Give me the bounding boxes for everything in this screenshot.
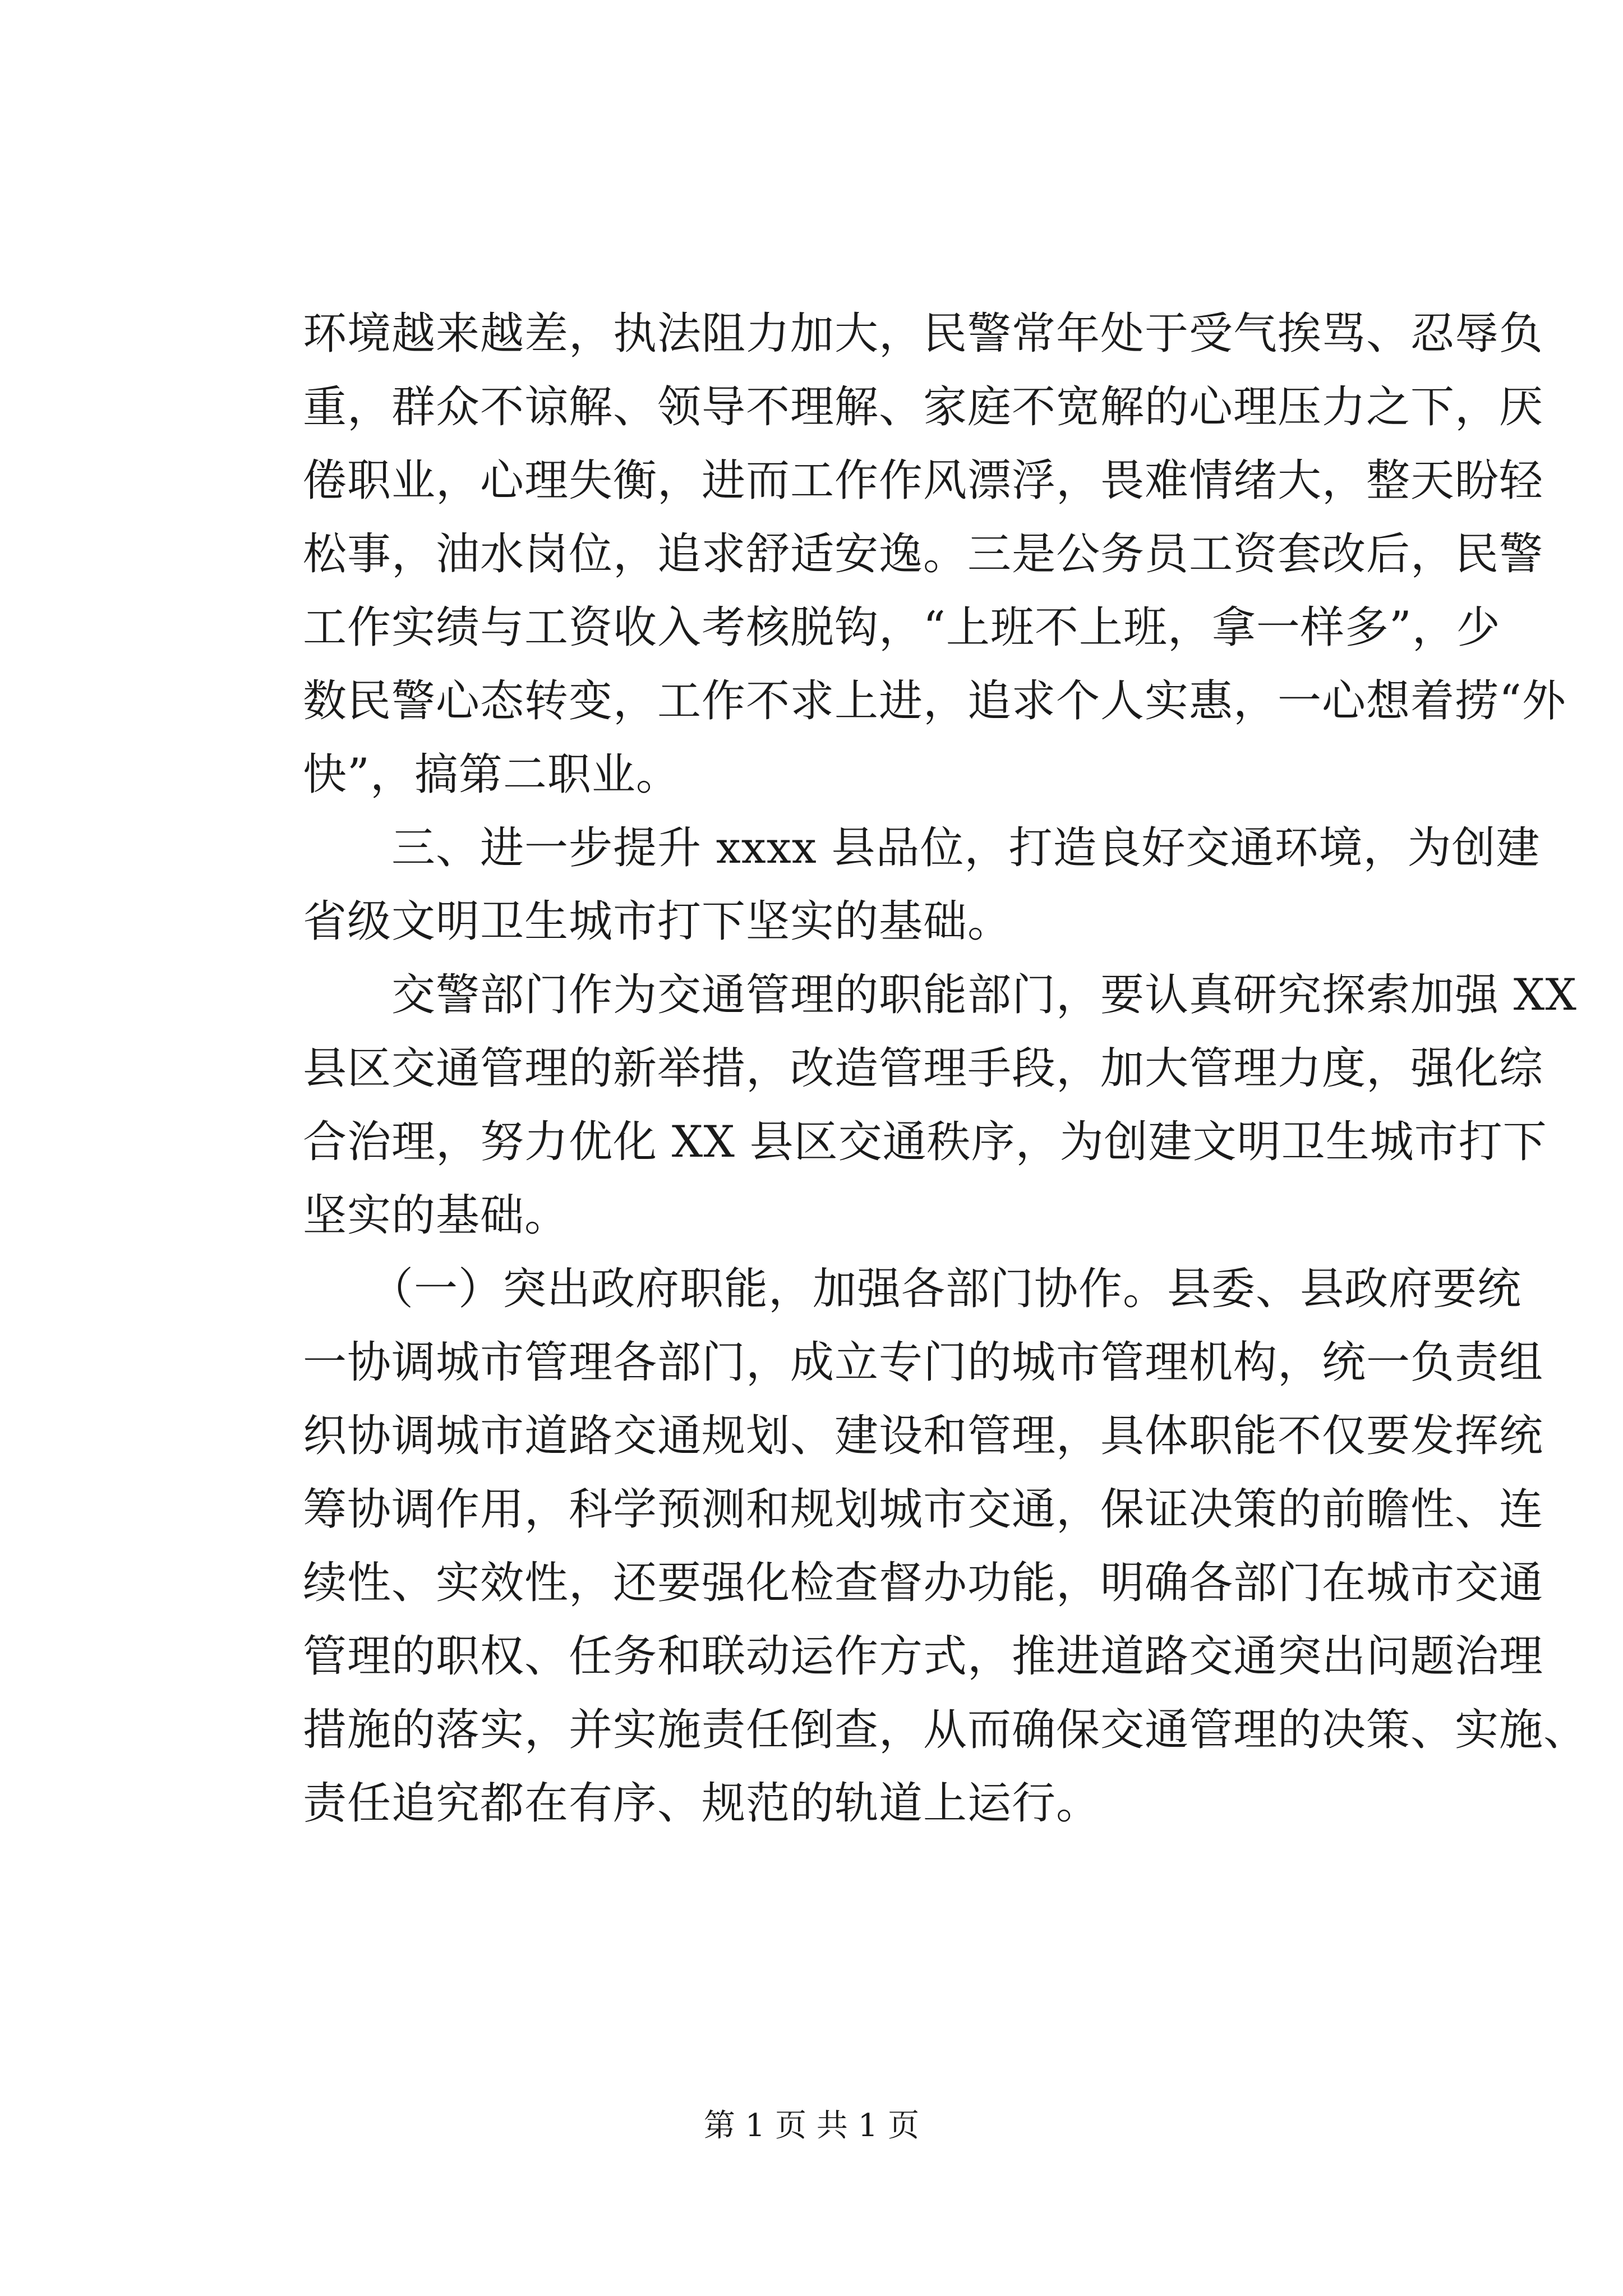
- text-line: 措施的落实，并实施责任倒查，从而确保交通管理的决策、实施、: [303, 1705, 1588, 1755]
- section-heading-line: 省级文明卫生城市打下坚实的基础。: [303, 896, 1012, 947]
- text-line: 倦职业，心理失衡，进而工作作风漂浮，畏难情绪大，整天盼轻: [303, 455, 1544, 506]
- text-line: 筹协调作用，科学预测和规划城市交通，保证决策的前瞻性、连: [303, 1484, 1544, 1535]
- text-line: （一）突出政府职能，加强各部门协作。县委、县政府要统: [303, 1264, 1522, 1314]
- text-line: 环境越来越差，执法阻力加大，民警常年处于受气挨骂、忍辱负: [303, 309, 1544, 359]
- text-line: 管理的职权、任务和联动运作方式，推进道路交通突出问题治理: [303, 1631, 1544, 1682]
- text-line: 重，群众不谅解、领导不理解、家庭不宽解的心理压力之下，厌: [303, 382, 1544, 432]
- text-line: 责任追究都在有序、规范的轨道上运行。: [303, 1778, 1101, 1829]
- text-line: 数民警心态转变，工作不求上进，追求个人实惠，一心想着捞“外: [303, 676, 1566, 726]
- section-heading-line: 三、进一步提升 xxxx 县品位，打造良好交通环境，为创建: [303, 823, 1541, 873]
- text-line: 一协调城市管理各部门，成立专门的城市管理机构，统一负责组: [303, 1337, 1544, 1388]
- body-text: [303, 297, 1588, 1841]
- text-line: 交警部门作为交通管理的职能部门，要认真研究探索加强 XX: [303, 970, 1577, 1020]
- text-line: 工作实绩与工资收入考核脱钩，“上班不上班，拿一样多”，少: [303, 602, 1501, 653]
- text-line: 坚实的基础。: [303, 1190, 569, 1241]
- page-footer: [0, 2106, 1623, 2146]
- text-line: 合治理，努力优化 XX 县区交通秩序，为创建文明卫生城市打下: [303, 1117, 1547, 1167]
- text-line: 快”，搞第二职业。: [303, 749, 680, 800]
- text-line: 松事，油水岗位，追求舒适安逸。三是公务员工资套改后，民警: [303, 529, 1544, 579]
- text-line: 续性、实效性，还要强化检查督办功能，明确各部门在城市交通: [303, 1558, 1544, 1608]
- text-line: 县区交通管理的新举措，改造管理手段，加大管理力度，强化综: [303, 1043, 1544, 1094]
- text-line: 织协调城市道路交通规划、建设和管理，具体职能不仅要发挥统: [303, 1411, 1544, 1461]
- page-number: 第 1 页 共 1 页: [703, 2108, 920, 2144]
